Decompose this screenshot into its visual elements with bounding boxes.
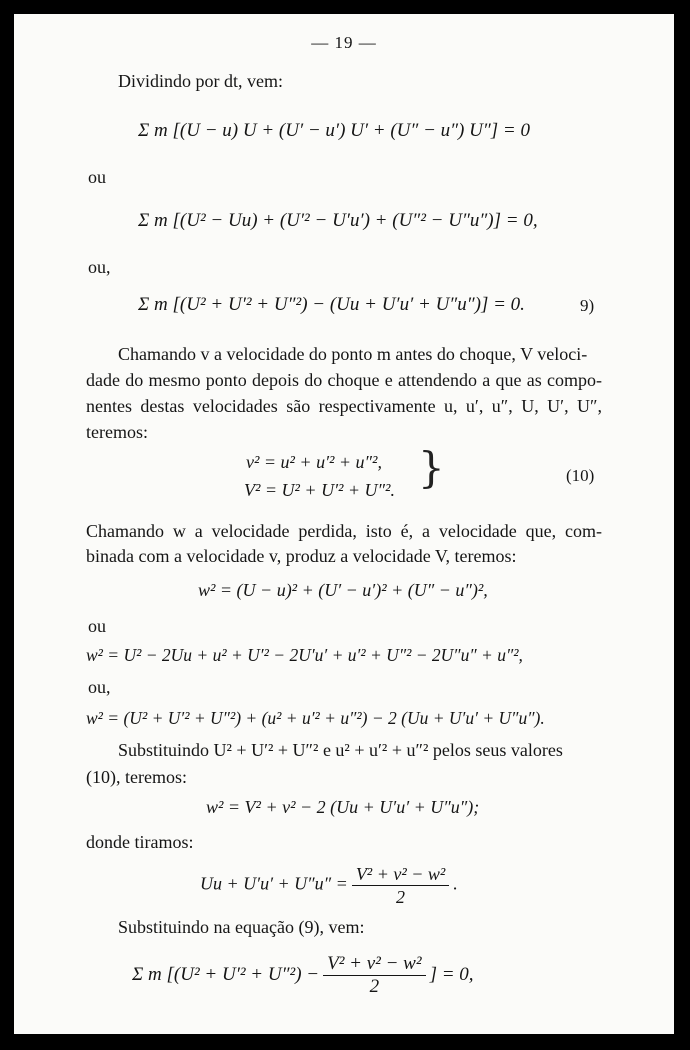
paragraph-chamando-line2: dade do mesmo ponto depois do choque e attendendo a que as compo- <box>86 370 602 390</box>
fraction-2-numerator: V² + v² − w² <box>323 954 425 976</box>
equation-w2-a: w² = (U − u)² + (U′ − u′)² + (U″ − u″)², <box>198 580 488 600</box>
paragraph-chamando2-line2: binada com a velocidade v, produz a velocidade V, teremos: <box>86 546 517 566</box>
equation-w2-d: w² = V² + v² − 2 (Uu + U′u′ + U″u″); <box>206 797 480 817</box>
equation-3-number: 9) <box>580 296 595 315</box>
equation-final-rhs: ] = 0, <box>429 963 474 985</box>
fraction-1-numerator: V² + v² − w² <box>352 864 449 886</box>
equation-uu-sum-end: . <box>453 873 458 894</box>
equation-final-lhs: Σ m [(U² + U′² + U″²) − <box>132 963 320 985</box>
document-page <box>14 14 674 1034</box>
paragraph-substituindo2: Substituindo na equação (9), vem: <box>118 917 365 937</box>
equation-3: Σ m [(U² + U′² + U″²) − (Uu + U′u′ + U″u″)] = 0. <box>138 294 525 315</box>
equation-w2-c: w² = (U² + U′² + U″²) + (u² + u′² + u″²) − 2 (Uu + U′u′ + U″u″). <box>86 708 545 728</box>
paragraph-chamando-line3: nentes destas velocidades são respectivamente u, u′, u″, U, U′, U″, <box>86 396 602 416</box>
right-brace: } <box>418 443 445 492</box>
fraction-1-denominator: 2 <box>396 887 406 907</box>
system-eq-number: (10) <box>566 466 595 485</box>
fraction-2 <box>323 954 425 997</box>
paragraph-chamando-line4: teremos: <box>86 422 148 442</box>
fraction-2-denominator: 2 <box>369 976 380 997</box>
equation-2: Σ m [(U² − Uu) + (U′² − U′u′) + (U″² − U″u″)] = 0, <box>138 210 538 231</box>
page-number: — 19 — <box>311 33 377 52</box>
equation-uu-sum <box>200 864 458 907</box>
system-eq-line2: V² = U² + U′² + U″². <box>244 480 395 500</box>
equation-uu-sum-lhs: Uu + U′u′ + U″u″ = <box>200 873 348 894</box>
paragraph-substituindo-line2: (10), teremos: <box>86 767 187 787</box>
text-ou-4: ou, <box>88 677 111 697</box>
text-donde-tiramos: donde tiramos: <box>86 832 194 852</box>
text-ou-2: ou, <box>88 257 111 277</box>
equation-w2-b: w² = U² − 2Uu + u² + U′² − 2U′u′ + u′² + U″² − 2U″u″ + u″², <box>86 645 523 665</box>
text-ou-1: ou <box>88 167 106 187</box>
equation-final <box>132 954 474 997</box>
system-eq-line1: v² = u² + u′² + u″², <box>246 452 382 472</box>
paragraph-chamando-line1: Chamando v a velocidade do ponto m antes do choque, V veloci- <box>118 344 588 364</box>
paragraph-substituindo-line1: Substituindo U² + U′² + U″² e u² + u′² + u″² pelos seus valores <box>118 740 563 760</box>
text-ou-3: ou <box>88 616 106 636</box>
paragraph-chamando2-line1: Chamando w a velocidade perdida, isto é, a velocidade que, com- <box>86 521 602 541</box>
paragraph-dividindo: Dividindo por dt, vem: <box>118 71 283 91</box>
fraction-1 <box>352 864 449 907</box>
equation-1: Σ m [(U − u) U + (U′ − u′) U′ + (U″ − u″) U″] = 0 <box>138 120 530 141</box>
